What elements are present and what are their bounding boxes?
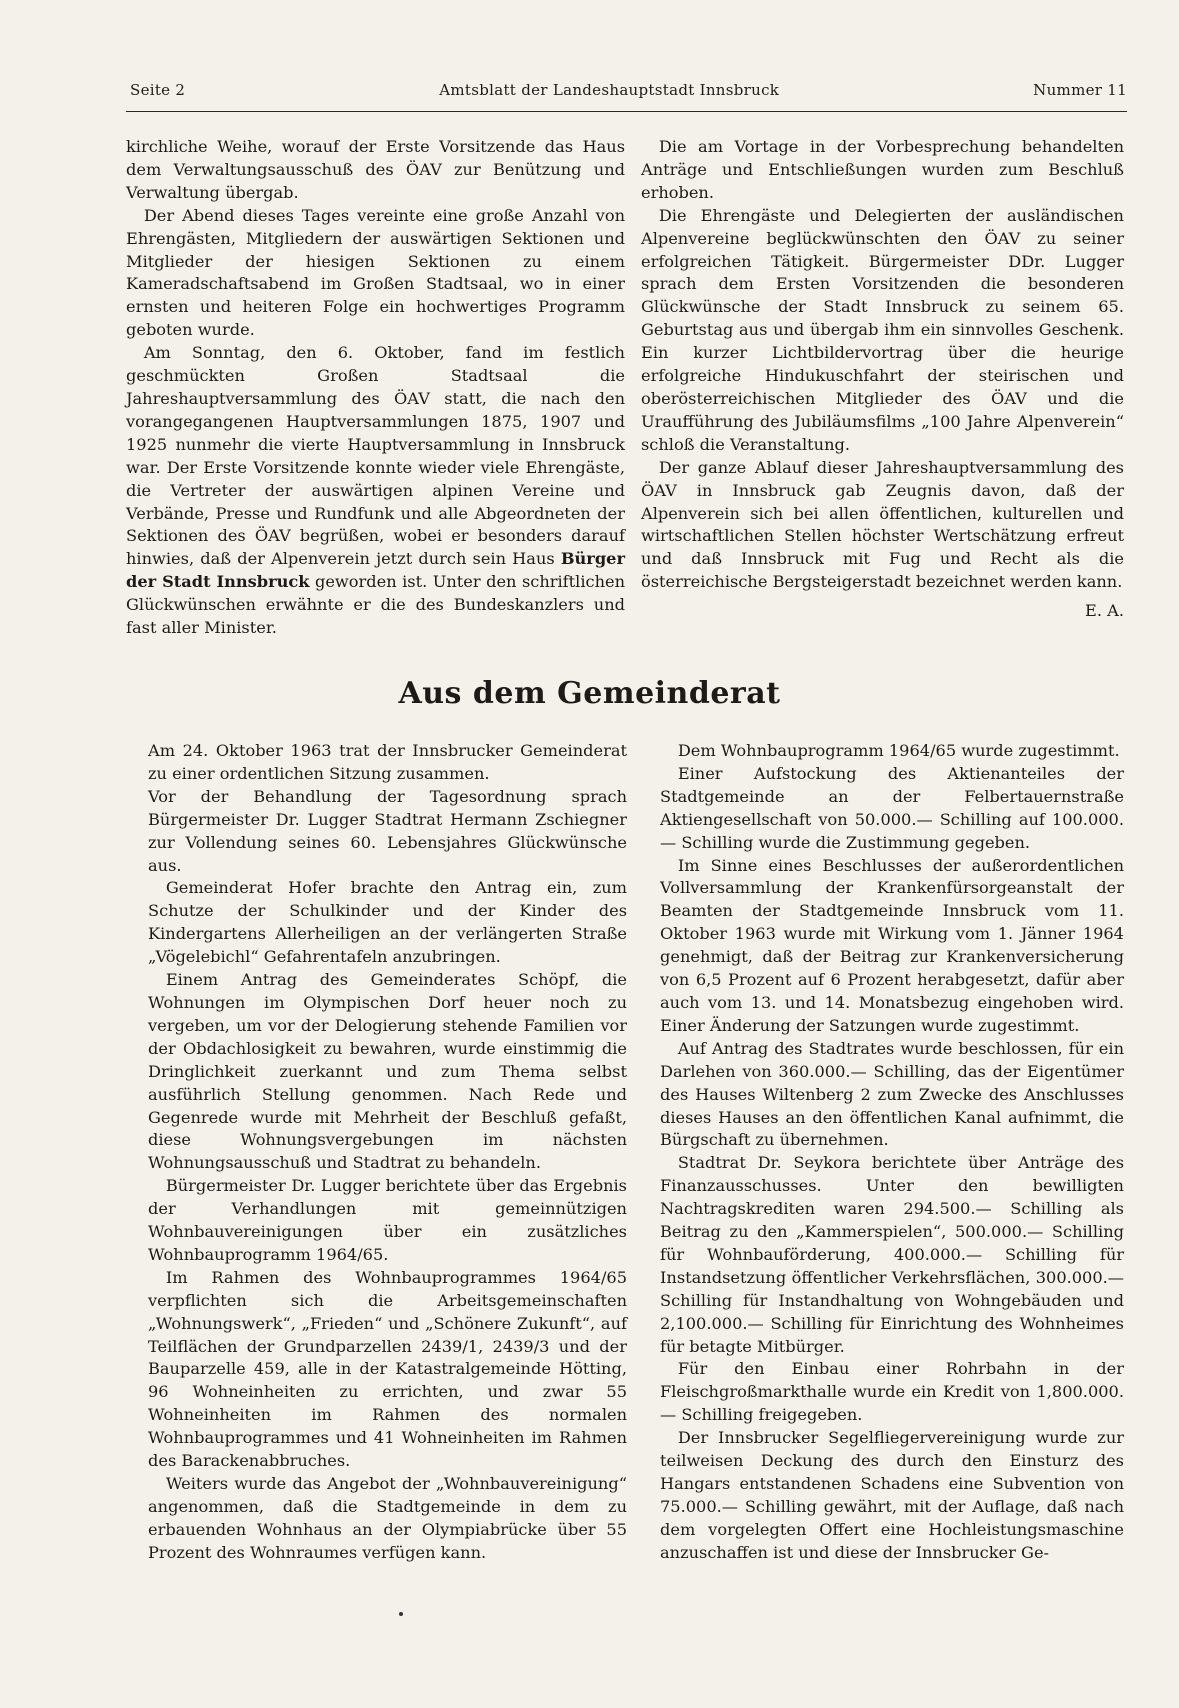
paragraph: Dem Wohnbauprogramm 1964/65 wurde zugestimmt. — [677, 741, 1120, 760]
page-number: Seite 2 — [130, 81, 186, 99]
paragraph — [126, 342, 625, 640]
paragraph: Im Sinne eines Beschlusses der außerordentlichen Vollversammlung der Krankenfürsorgeanstalt der Beamten der Stadtgemeinde Innsbruck vom 11. Oktober 1963 wurde mit Wirkung vom 1. Jänner 1964 genehmigt, daß der Beitrag zur Krankenversicherung von 6,5 Prozent auf 6 Prozent herabgesetzt, dafür aber auch vom 13. und 14. Monatsbezug eingehoben wird. Einer Änderung der Satzungen wurde zugestimmt. — [660, 855, 1124, 1035]
paragraph: Die Ehrengäste und Delegierten der ausländischen Alpenvereine beglückwünschten den ÖAV zu seiner erfolgreichen Tätigkeit. Bürgermeister DDr. Lugger sprach dem Ersten Vorsitzenden die besonderen Glückwünsche der Stadt Innsbruck zu seinem 65. Geburtstag aus und übergab ihm ein sinnvolles Geschenk. Ein kurzer Lichtbildervortrag über die heurige erfolgreiche Hindukuschfahrt der steirischen und oberösterreichischen Mitglieder des ÖAV und die Uraufführung des Jubiläumsfilms „100 Jahre Alpenverein“ schloß die Veranstaltung. — [641, 205, 1124, 454]
paragraph: Im Rahmen des Wohnbauprogrammes 1964/65 verpflichten sich die Arbeitsgemeinschaften „Wohnungswerk“, „Frieden“ und „Schönere Zukunft“, auf Teilflächen der Grundparzellen 2439/1, 2439/3 und der Bauparzelle 459, alle in der Katastralgemeinde Hötting, 96 Wohneinheiten zu errichten, und zwar 55 Wohneinheiten im Rahmen des normalen Wohnbauprogrammes und 41 Wohneinheiten im Rahmen des Barackenabbruches. — [148, 1267, 627, 1471]
section-heading: Aus dem Gemeinderat — [398, 676, 781, 711]
emphasis-text: Bürger der Stadt Innsbruck — [126, 549, 625, 592]
council-column-1 — [148, 740, 627, 1565]
paragraph: Gemeinderat Hofer brachte den Antrag ein, zum Schutze der Schulkinder und der Kinder des Kindergartens Allerheiligen an der verlängerten Straße „Vögelebichl“ Gefahrentafeln anzubringen. — [148, 878, 627, 967]
paragraph: Der ganze Ablauf dieser Jahreshauptversammlung des ÖAV in Innsbruck gab Zeugnis davon, daß der Alpenverein sich bei allen öffentlichen, kulturellen und wirtschaftlichen Stellen höchster Wertschätzung erfreut und daß Innsbruck mit Fug und Recht als die österreichische Bergsteigerstadt bezeichnet werden kann. — [641, 457, 1124, 592]
article-column-2 — [641, 136, 1124, 623]
paragraph: Für den Einbau einer Rohrbahn in der Fleischgroßmarkthalle wurde ein Kredit von 1,800.000.— Schilling freigegeben. — [660, 1359, 1124, 1425]
publication-title: Amtsblatt der Landeshauptstadt Innsbruck — [439, 81, 780, 99]
paragraph: Auf Antrag des Stadtrates wurde beschlossen, für ein Darlehen von 360.000.— Schilling, das der Eigentümer des Hauses Wiltenberg 2 zum Zwecke des Anschlusses dieses Hauses an den öffentlichen Kanal aufnimmt, die Bürgschaft zu übernehmen. — [660, 1038, 1124, 1150]
paragraph: Vor der Behandlung der Tagesordnung sprach Bürgermeister Dr. Lugger Stadtrat Hermann Zschiegner zur Vollendung seines 60. Lebensjahres Glückwünsche aus. — [148, 786, 627, 875]
paragraph: Einer Aufstockung des Aktienanteiles der Stadtgemeinde an der Felbertauernstraße Aktiengesellschaft von 50.000.— Schilling auf 100.000.— Schilling wurde die Zustimmung gegeben. — [660, 763, 1124, 852]
paragraph-text: geworden ist. Unter den schriftlichen Glückwünschen erwähnte er die des Bundeskanzlers und fast aller Minister. — [126, 572, 626, 638]
paragraph: Bürgermeister Dr. Lugger berichtete über das Ergebnis der Verhandlungen mit gemeinnützigen Wohnbauvereinigungen über ein zusätzliches Wohnbauprogramm 1964/65. — [148, 1176, 627, 1264]
paragraph: Der Abend dieses Tages vereinte eine große Anzahl von Ehrengästen, Mitgliedern der auswärtigen Sektionen und Mitglieder der hiesigen Sektionen zu einem Kameradschaftsabend im Großen Stadtsaal, wo in einer ernsten und heiteren Folge ein hochwertiges Programm geboten wurde. — [126, 205, 625, 340]
print-speck — [399, 1612, 403, 1616]
paragraph: Stadtrat Dr. Seykora berichtete über Anträge des Finanzausschusses. Unter den bewilligten Nachtragskrediten waren 294.500.— Schilling als Beitrag zu den „Kammerspielen“, 500.000.— Schilling für Wohnbauförderung, 400.000.— Schilling für Instandsetzung öffentlicher Verkehrsflächen, 300.000.— Schilling für Instandhaltung von Wohngebäuden und 2,100.000.— Schilling für Einrichtung des Wohnheimes für betagte Mitbürger. — [660, 1153, 1124, 1356]
paragraph: Der Innsbrucker Segelfliegervereinigung wurde zur teilweisen Deckung des durch den Einsturz des Hangars entstandenen Schadens eine Subvention von 75.000.— Schilling gewährt, mit der Auflage, daß nach dem vorgelegten Offert eine Hochleistungsmaschine anzuschaffen ist und diese der Innsbrucker Ge- — [660, 1428, 1124, 1562]
header-divider — [126, 111, 1127, 112]
paragraph: Die am Vortage in der Vorbesprechung behandelten Anträge und Entschließungen wurden zum Beschluß erhoben. — [641, 137, 1124, 202]
paragraph-text: Am Sonntag, den 6. Oktober, fand im festlich geschmückten Großen Stadtsaal die Jahreshauptversammlung des ÖAV statt, die nach den vorangegangenen Hauptversammlungen 1875, 1907 und 1925 nunmehr die vierte Hauptversammlung in Innsbruck war. Der Erste Vorsitzende konnte wieder viele Ehrengäste, die Vertreter der auswärtigen alpinen Vereine und Verbände, Presse und Rundfunk und alle Abgeordneten der Sektionen des ÖAV begrüßen, wobei er besonders darauf hinwies, daß der Alpenverein jetzt durch sein Haus — [126, 343, 625, 569]
paragraph: Am 24. Oktober 1963 trat der Innsbrucker Gemeinderat zu einer ordentlichen Sitzung zusammen. — [148, 741, 627, 783]
paragraph: kirchliche Weihe, worauf der Erste Vorsitzende das Haus dem Verwaltungsausschuß des ÖAV zur Benützung und Verwaltung übergab. — [126, 137, 625, 202]
paragraph: Einem Antrag des Gemeinderates Schöpf, die Wohnungen im Olympischen Dorf heuer noch zu vergeben, um vor der Delogierung stehende Familien vor der Obdachlosigkeit zu bewahren, wurde einstimmig die Dringlichkeit zuerkannt und zum Thema selbst ausführlich Stellung genommen. Nach Rede und Gegenrede wurde mit Mehrheit der Beschluß gefaßt, diese Wohnungsvergebungen im nächsten Wohnungsausschuß und Stadtrat zu behandeln. — [148, 970, 627, 1173]
author-signature: E. A. — [1085, 601, 1124, 621]
council-column-2 — [660, 740, 1124, 1565]
article-column-1 — [126, 136, 625, 640]
issue-number: Nummer 11 — [1033, 81, 1127, 99]
paragraph: Weiters wurde das Angebot der „Wohnbauvereinigung“ angenommen, daß die Stadtgemeinde in dem zu erbauenden Wohnhaus an der Olympiabrücke über 55 Prozent des Wohnraumes verfügen kann. — [148, 1474, 627, 1562]
page-header — [130, 78, 1127, 102]
